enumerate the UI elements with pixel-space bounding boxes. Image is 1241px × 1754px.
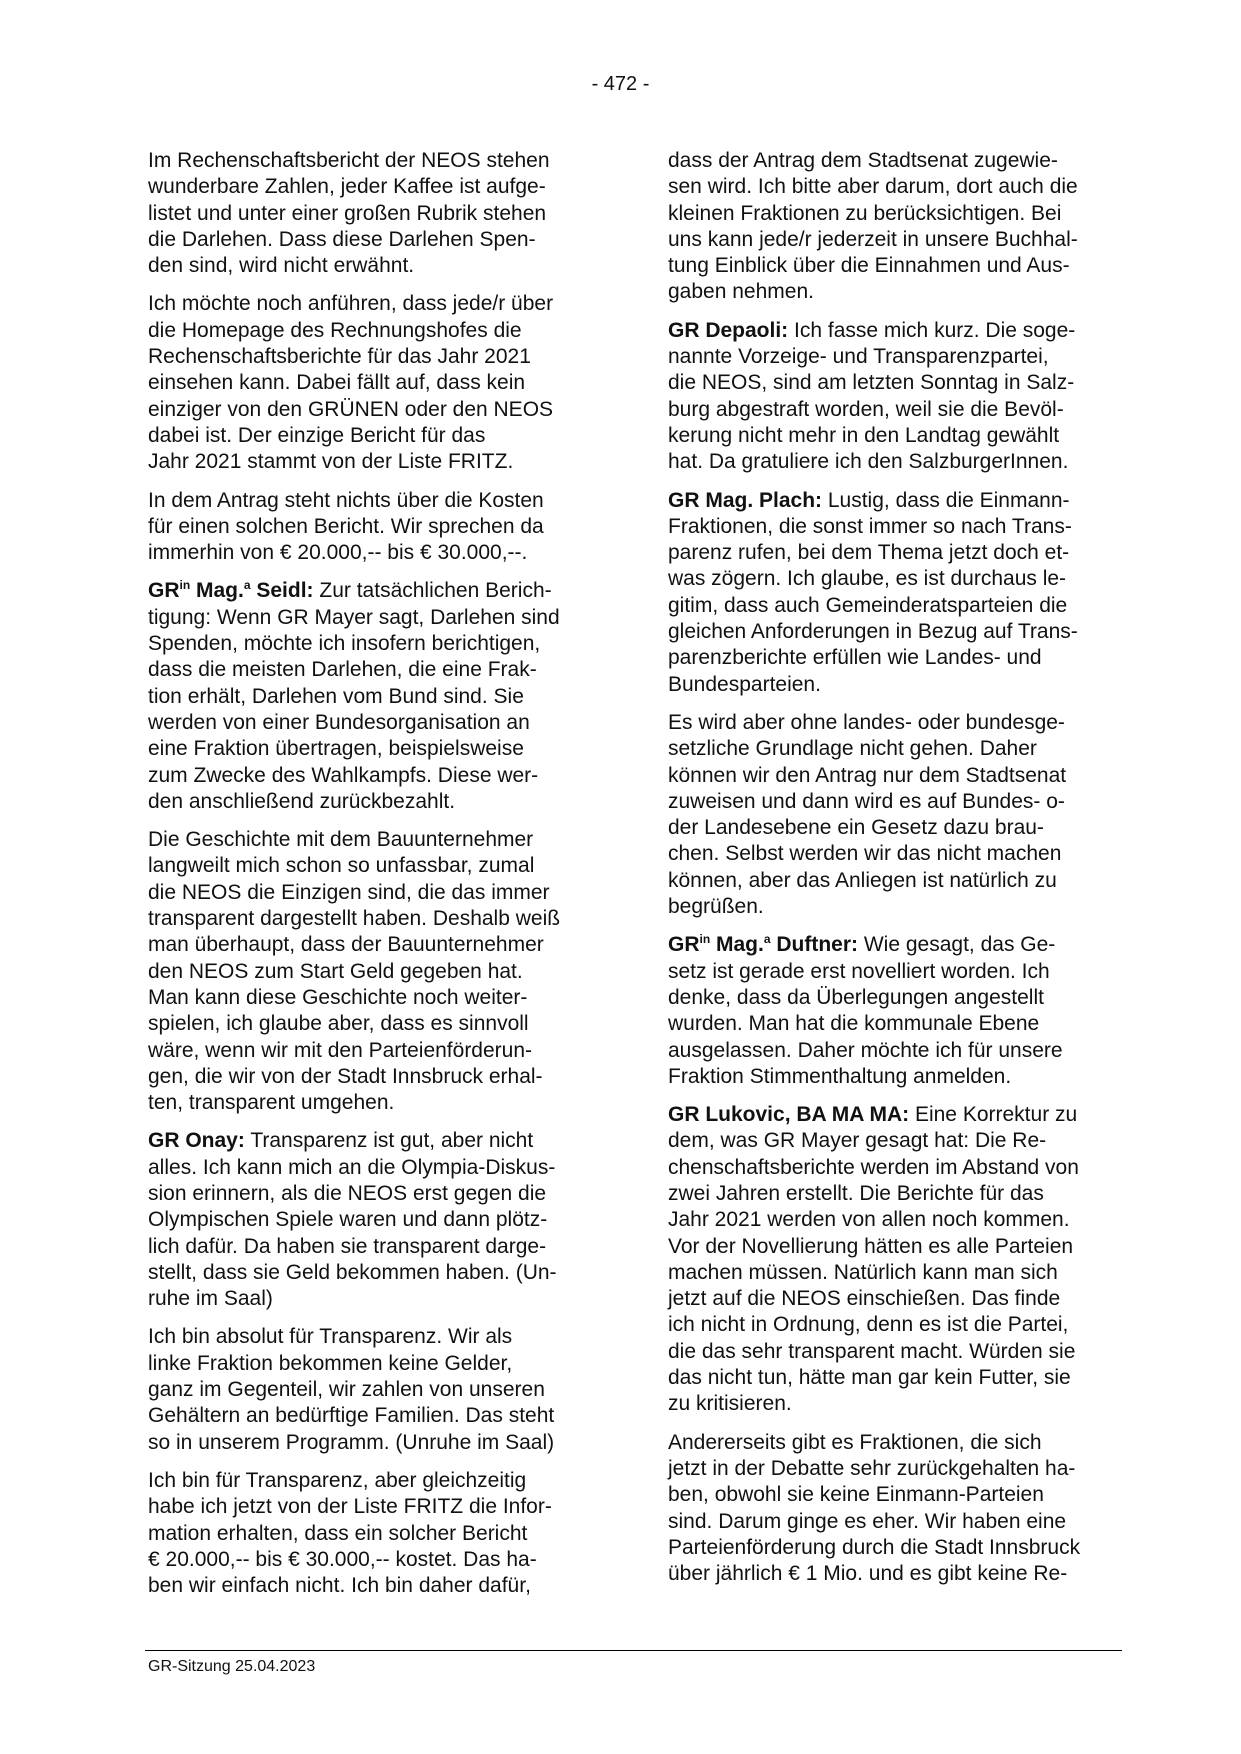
text-line: denke, dass da Überlegungen angestellt	[668, 985, 1044, 1009]
text-line: stellt, dass sie Geld bekommen haben. (Un-	[148, 1260, 557, 1284]
paragraph	[668, 488, 1118, 698]
text-line: tigung: Wenn GR Mayer sagt, Darlehen sind	[148, 605, 560, 629]
text-line: Gehältern an bedürftige Familien. Das steht	[148, 1404, 555, 1428]
right-column	[668, 148, 1118, 1599]
text-line: $GR^{in}$ Mag.$^a$ Seidl: Zur tatsächlichen Berich-	[148, 578, 552, 603]
text-line: sind. Darum ginge es eher. Wir haben eine	[668, 1509, 1067, 1533]
text-line: für einen solchen Bericht. Wir sprechen da	[148, 514, 544, 538]
text-line: dass die meisten Darlehen, die eine Frak-	[148, 658, 537, 682]
text-line: Ich bin absolut für Transparenz. Wir als	[148, 1325, 513, 1349]
text-line: Ich bin für Transparenz, aber gleichzeitig	[148, 1468, 527, 1492]
text-line: GR Mag. Plach: Lustig, dass die Einmann-	[668, 488, 1070, 512]
text-line: begrüßen.	[668, 895, 764, 919]
text-line: die NEOS, sind am letzten Sonntag in Salz-	[668, 371, 1075, 395]
text-line: € 20.000,-- bis € 30.000,-- kostet. Das ha-	[148, 1547, 537, 1571]
footer-session-date: GR-Sitzung 25.04.2023	[148, 1658, 316, 1675]
text-line: das nicht tun, hätte man gar kein Futter, sie	[668, 1366, 1071, 1390]
paragraph	[148, 1324, 598, 1455]
text-line: können, aber das Anliegen ist natürlich zu	[668, 868, 1057, 892]
text-line: uns kann jede/r jederzeit in unsere Buchhal-	[668, 227, 1078, 251]
superscript: in	[179, 578, 191, 593]
text-line: Es wird aber ohne landes- oder bundesge-	[668, 710, 1065, 734]
text-line: wäre, wenn wir mit den Parteienförderun-	[148, 1038, 533, 1062]
text-line: ben wir einfach nicht. Ich bin daher dafür,	[148, 1574, 531, 1598]
text-line: Ich möchte noch anführen, dass jede/r über	[148, 292, 554, 316]
text-line: Rechenschaftsberichte für das Jahr 2021	[148, 345, 531, 369]
text-line: zwei Jahren erstellt. Die Berichte für das	[668, 1181, 1044, 1205]
text-line: Olympischen Spiele waren und dann plötz-	[148, 1208, 548, 1232]
text-line: dabei ist. Der einzige Bericht für das	[148, 423, 486, 447]
text-line: wunderbare Zahlen, jeder Kaffee ist aufge-	[148, 175, 546, 199]
text-line: gleichen Anforderungen in Bezug auf Trans-	[668, 620, 1078, 644]
text-line: Jahr 2021 werden von allen noch kommen.	[668, 1208, 1070, 1232]
text-line: zuweisen und dann wird es auf Bundes- o-	[668, 789, 1065, 813]
text-line: dass der Antrag dem Stadtsenat zugewie-	[668, 149, 1058, 172]
text-line: ten, transparent umgehen.	[148, 1091, 395, 1115]
text-line: der Landesebene ein Gesetz dazu brau-	[668, 816, 1044, 840]
text-line: burg abgestraft worden, weil sie die Bevöl-	[668, 397, 1064, 421]
text-line: die NEOS die Einzigen sind, die das immer	[148, 880, 550, 904]
text-line: parenzberichte erfüllen wie Landes- und	[668, 646, 1042, 670]
text-line: die das sehr transparent macht. Würden sie	[668, 1339, 1076, 1363]
footer-divider	[145, 1650, 1122, 1651]
text-line: setz ist gerade erst novelliert worden. Ich	[668, 959, 1050, 983]
text-line: können wir den Antrag nur dem Stadtsenat	[668, 763, 1067, 787]
text-line: man überhaupt, dass der Bauunternehmer	[148, 933, 544, 957]
text-line: wurden. Man hat die kommunale Ebene	[668, 1012, 1040, 1036]
paragraph	[148, 827, 598, 1116]
text-line: den anschließend zurückbezahlt.	[148, 789, 456, 813]
text-line: nannte Vorzeige- und Transparenzpartei,	[668, 345, 1049, 369]
text-line: zu kritisieren.	[668, 1392, 792, 1416]
text-line: ausgelassen. Daher möchte ich für unsere	[668, 1038, 1063, 1062]
text-line: kleinen Fraktionen zu berücksichtigen. Bei	[668, 201, 1062, 225]
speaker-name: GR Mag. Plach:	[668, 488, 823, 512]
text-line: mation erhalten, dass ein solcher Bericht	[148, 1521, 528, 1545]
text-line: den sind, wird nicht erwähnt.	[148, 254, 415, 278]
text-line: sion erinnern, als die NEOS erst gegen die	[148, 1181, 547, 1205]
text-line: eine Fraktion übertragen, beispielsweise	[148, 737, 524, 761]
text-line: langweilt mich schon so unfassbar, zumal	[148, 854, 535, 878]
text-line: ben, obwohl sie keine Einmann-Parteien	[668, 1483, 1044, 1507]
text-line: Fraktion Stimmenthaltung anmelden.	[668, 1064, 1012, 1088]
text-line: tion erhält, Darlehen vom Bund sind. Sie	[148, 684, 524, 708]
text-line: jetzt auf die NEOS einschießen. Das finde	[668, 1287, 1061, 1311]
left-column	[148, 148, 598, 1611]
text-line: den NEOS zum Start Geld gegeben hat.	[148, 959, 523, 983]
text-line: alles. Ich kann mich an die Olympia-Diskus-	[148, 1155, 556, 1179]
text-line: dem, was GR Mayer gesagt hat: Die Re-	[668, 1129, 1047, 1153]
paragraph	[148, 1128, 598, 1312]
text-line: Fraktionen, die sonst immer so nach Trans-	[668, 514, 1072, 538]
text-line: immerhin von € 20.000,-- bis € 30.000,--.	[148, 541, 528, 565]
text-line: Vor der Novellierung hätten es alle Parteien	[668, 1234, 1074, 1258]
text-line: parenz rufen, bei dem Thema jetzt doch et-	[668, 541, 1070, 565]
text-line: linke Fraktion bekommen keine Gelder,	[148, 1351, 513, 1375]
text-line: Parteienförderung durch die Stadt Innsbruck	[668, 1535, 1081, 1559]
superscript: a	[763, 932, 771, 947]
text-line: gitim, dass auch Gemeinderatsparteien die	[668, 593, 1068, 617]
paragraph	[148, 1468, 598, 1599]
text-line: Man kann diese Geschichte noch weiter-	[148, 985, 528, 1009]
text-line: chenschaftsberichte werden im Abstand von	[668, 1155, 1079, 1179]
page-number: - 472 -	[591, 73, 650, 95]
speaker-name: GR Onay:	[148, 1129, 245, 1153]
text-line: spielen, ich glaube aber, dass es sinnvoll	[148, 1012, 529, 1036]
text-line: gaben nehmen.	[668, 280, 814, 304]
text-line: transparent dargestellt haben. Deshalb weiß	[148, 907, 561, 931]
speaker-name: GR Depaoli:	[668, 318, 789, 342]
paragraph	[668, 1430, 1118, 1588]
text-line: machen müssen. Natürlich kann man sich	[668, 1260, 1058, 1284]
paragraph	[668, 710, 1118, 920]
text-line: was zögern. Ich glaube, es ist durchaus le-	[668, 567, 1067, 591]
text-line: ich nicht in Ordnung, denn es ist die Partei,	[668, 1313, 1069, 1337]
text-line: lich dafür. Da haben sie transparent darge-	[148, 1234, 547, 1258]
text-line: Im Rechenschaftsbericht der NEOS stehen	[148, 149, 550, 172]
superscript: in	[699, 932, 711, 947]
paragraph	[148, 578, 598, 815]
text-line: Jahr 2021 stammt von der Liste FRITZ.	[148, 450, 514, 474]
text-line: die Darlehen. Dass diese Darlehen Spen-	[148, 227, 536, 251]
text-line: chen. Selbst werden wir das nicht machen	[668, 842, 1062, 866]
text-line: Die Geschichte mit dem Bauunternehmer	[148, 828, 534, 852]
text-line: Spenden, möchte ich insofern berichtigen,	[148, 632, 541, 656]
paragraph	[148, 148, 598, 279]
text-line: kerung nicht mehr in den Landtag gewählt	[668, 423, 1060, 447]
text-line: listet und unter einer großen Rubrik stehen	[148, 201, 547, 225]
text-line: ganz im Gegenteil, wir zahlen von unseren	[148, 1378, 545, 1402]
text-line: In dem Antrag steht nichts über die Kosten	[148, 488, 544, 512]
text-line: die Homepage des Rechnungshofes die	[148, 318, 522, 342]
text-line: GR Lukovic, BA MA MA: Eine Korrektur zu	[668, 1103, 1078, 1127]
text-line: hat. Da gratuliere ich den SalzburgerInnen.	[668, 450, 1069, 474]
text-line: setzliche Grundlage nicht gehen. Daher	[668, 737, 1037, 761]
text-line: jetzt in der Debatte sehr zurückgehalten ha-	[668, 1456, 1076, 1480]
text-line: Bundesparteien.	[668, 672, 821, 696]
superscript: a	[243, 578, 251, 593]
speaker-name: GR Lukovic, BA MA MA:	[668, 1103, 910, 1127]
text-line: tung Einblick über die Einnahmen und Aus-	[668, 254, 1070, 278]
text-line: so in unserem Programm. (Unruhe im Saal)	[148, 1430, 555, 1454]
paragraph	[668, 932, 1118, 1090]
text-line: GR Onay: Transparenz ist gut, aber nicht	[148, 1129, 534, 1153]
speaker-name: $GR^{in}$ Mag.$^a$ Seidl:	[148, 578, 314, 603]
paragraph	[668, 148, 1118, 306]
paragraph	[148, 291, 598, 475]
text-line: über jährlich € 1 Mio. und es gibt keine Re-	[668, 1562, 1068, 1586]
text-line: einziger von den GRÜNEN oder den NEOS	[148, 397, 554, 421]
speaker-name: $GR^{in}$ Mag.$^a$ Duftner:	[668, 932, 859, 957]
paragraph	[668, 318, 1118, 476]
text-line: Andererseits gibt es Fraktionen, die sich	[668, 1430, 1042, 1454]
text-line: $GR^{in}$ Mag.$^a$ Duftner: Wie gesagt, das Ge-	[668, 932, 1056, 957]
text-line: werden von einer Bundesorganisation an	[148, 710, 530, 734]
paragraph	[668, 1102, 1118, 1418]
text-line: sen wird. Ich bitte aber darum, dort auch die	[668, 175, 1078, 199]
text-line: habe ich jetzt von der Liste FRITZ die Infor-	[148, 1495, 552, 1519]
text-line: einsehen kann. Dabei fällt auf, dass kein	[148, 371, 526, 395]
text-line: GR Depaoli: Ich fasse mich kurz. Die soge-	[668, 318, 1076, 342]
text-line: gen, die wir von der Stadt Innsbruck erhal-	[148, 1064, 543, 1088]
text-line: ruhe im Saal)	[148, 1287, 273, 1311]
text-line: zum Zwecke des Wahlkampfs. Diese wer-	[148, 763, 539, 787]
paragraph	[148, 488, 598, 567]
